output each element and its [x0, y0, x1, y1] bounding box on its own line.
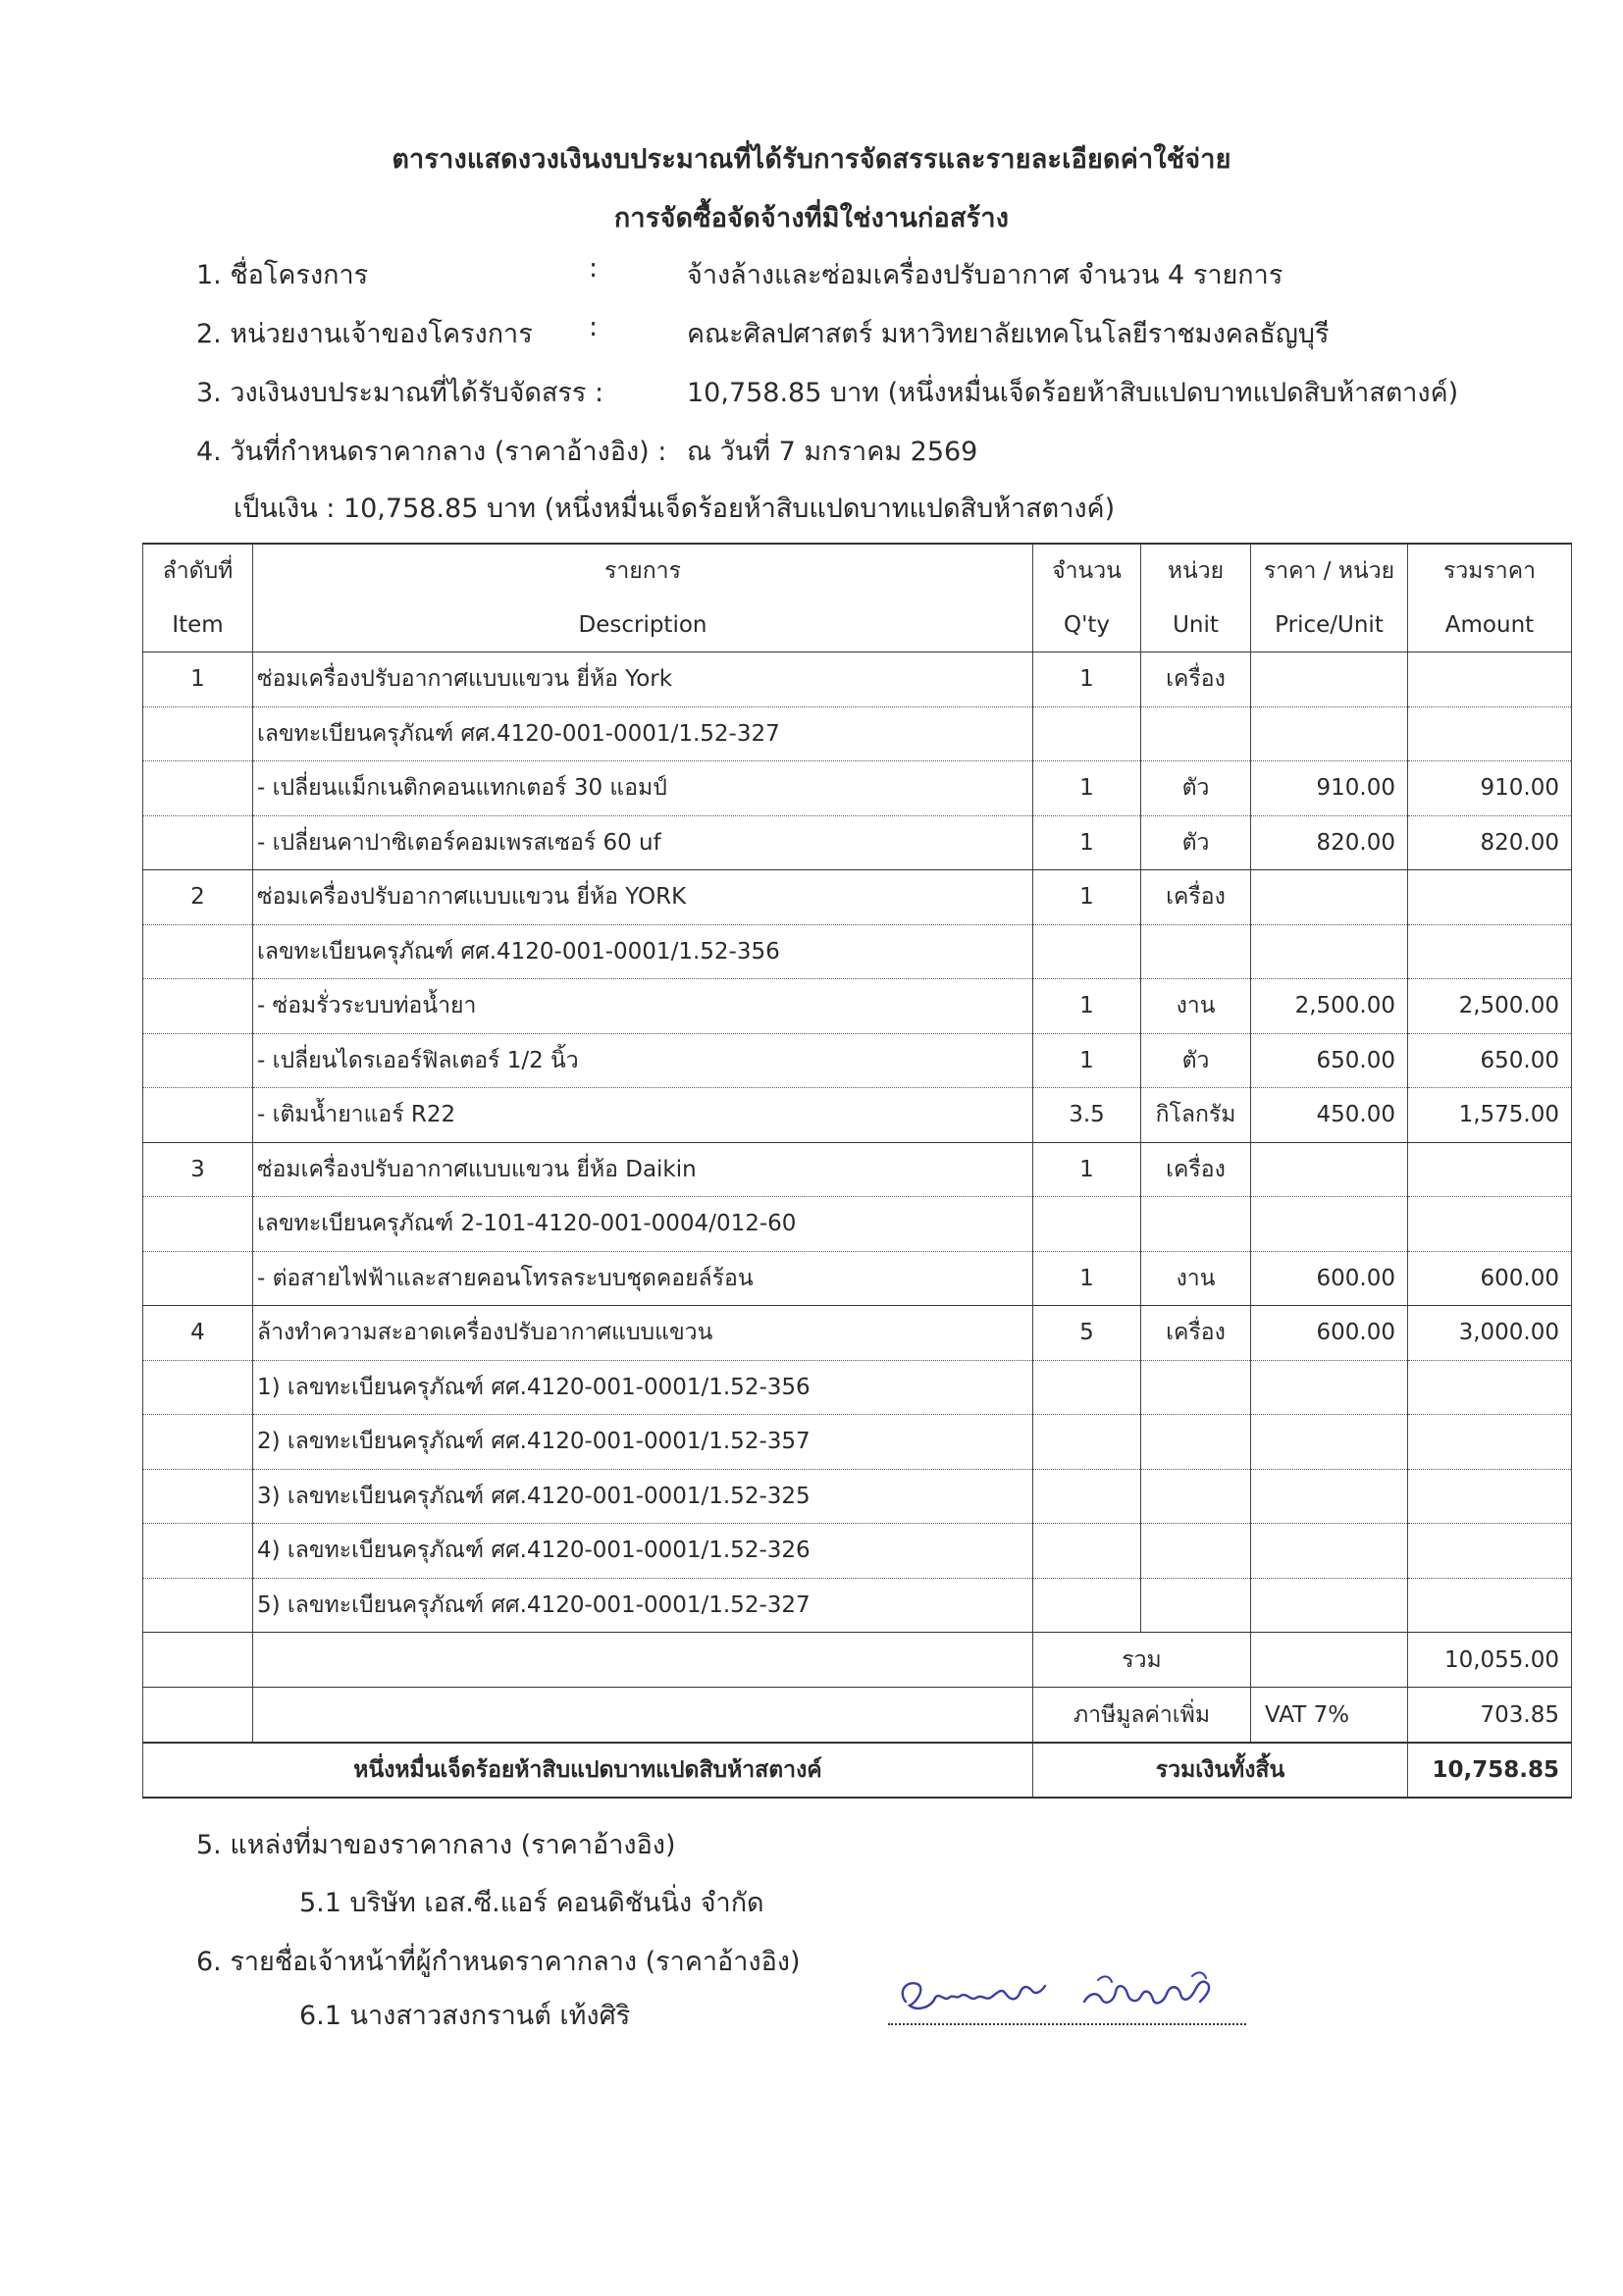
table-row	[143, 706, 1572, 761]
quantity-cell: 1	[1033, 652, 1141, 707]
quantity-cell	[1033, 706, 1141, 761]
item-no-cell	[143, 1524, 253, 1579]
section5-heading: 5. แหล่งที่มาของราคากลาง (ราคาอ้างอิง)	[196, 1830, 676, 1860]
description-cell: ซ่อมเครื่องปรับอากาศแบบแขวน ยี่ห้อ Daikin	[253, 1142, 1033, 1197]
unit-cell: เครื่อง	[1141, 870, 1251, 925]
description-cell: - ต่อสายไฟฟ้าและสายคอนโทรลระบบชุดคอยล์ร้อน	[253, 1251, 1033, 1306]
unit-cell	[1141, 1469, 1251, 1524]
vat-row	[143, 1688, 1572, 1744]
item-no-cell	[143, 1197, 253, 1252]
amount-cell	[1408, 1415, 1572, 1470]
unit-cell	[1141, 706, 1251, 761]
table-row	[143, 870, 1572, 925]
amount-cell	[1408, 706, 1572, 761]
item-no-cell: 4	[143, 1306, 253, 1361]
table-row	[143, 1197, 1572, 1252]
header-cell: ลำดับที่	[143, 544, 253, 599]
item-no-cell: 1	[143, 652, 253, 707]
unit-cell: เครื่อง	[1141, 1142, 1251, 1197]
handwritten-signature	[888, 1962, 1251, 2031]
description-cell: 3) เลขทะเบียนครุภัณฑ์ ศศ.4120-001-0001/1.52-325	[253, 1469, 1033, 1524]
table-row	[143, 1142, 1572, 1197]
unit-price-cell: 2,500.00	[1251, 979, 1408, 1034]
total-in-words: หนึ่งหมื่นเจ็ดร้อยห้าสิบแปดบาทแปดสิบห้าสตางค์	[143, 1743, 1033, 1798]
table-row	[143, 1578, 1572, 1633]
header-cell: Q'ty	[1033, 599, 1141, 652]
info-label: 3. วงเงินงบประมาณที่ได้รับจัดสรร :	[196, 378, 604, 408]
quantity-cell	[1033, 1524, 1141, 1579]
unit-cell: งาน	[1141, 979, 1251, 1034]
item-no-cell	[143, 1360, 253, 1415]
quantity-cell	[1033, 1197, 1141, 1252]
description-cell: 4) เลขทะเบียนครุภัณฑ์ ศศ.4120-001-0001/1.52-326	[253, 1524, 1033, 1579]
amount-cell: 2,500.00	[1408, 979, 1572, 1034]
total-label: รวมเงินทั้งสิ้น	[1033, 1743, 1408, 1798]
item-no-cell	[143, 1033, 253, 1088]
description-cell: ล้างทำความสะอาดเครื่องปรับอากาศแบบแขวน	[253, 1306, 1033, 1361]
quantity-cell: 1	[1033, 1251, 1141, 1306]
item-no-cell: 3	[143, 1142, 253, 1197]
unit-price-cell	[1251, 1469, 1408, 1524]
quantity-cell: 3.5	[1033, 1088, 1141, 1143]
table-row	[143, 1033, 1572, 1088]
amount-cell	[1408, 1142, 1572, 1197]
info-value: 10,758.85 บาท (หนึ่งหมื่นเจ็ดร้อยห้าสิบแปดบาทแปดสิบห้าสตางค์)	[687, 378, 1459, 408]
header-cell: ราคา / หน่วย	[1251, 544, 1408, 599]
unit-price-cell	[1251, 1197, 1408, 1252]
amount-cell	[1408, 1360, 1572, 1415]
unit-price-cell: 450.00	[1251, 1088, 1408, 1143]
unit-cell: ตัว	[1141, 1033, 1251, 1088]
subtotal-label: รวม	[1033, 1633, 1251, 1688]
description-cell: - เปลี่ยนแม็กเนติกคอนแทกเตอร์ 30 แอมป์	[253, 761, 1033, 816]
item-no-cell	[143, 1415, 253, 1470]
unit-price-cell: 820.00	[1251, 815, 1408, 870]
unit-cell	[1141, 1197, 1251, 1252]
description-cell: เลขทะเบียนครุภัณฑ์ 2-101-4120-001-0004/012-60	[253, 1197, 1033, 1252]
table-header-thai	[143, 544, 1572, 599]
unit-cell: เครื่อง	[1141, 1306, 1251, 1361]
items-table	[142, 543, 1572, 1799]
unit-cell: กิโลกรัม	[1141, 1088, 1251, 1143]
description-cell: 2) เลขทะเบียนครุภัณฑ์ ศศ.4120-001-0001/1.52-357	[253, 1415, 1033, 1470]
section6-heading: 6. รายชื่อเจ้าหน้าที่ผู้กำหนดราคากลาง (ราคาอ้างอิง)	[196, 1947, 801, 1977]
description-cell: ซ่อมเครื่องปรับอากาศแบบแขวน ยี่ห้อ York	[253, 652, 1033, 707]
item-no-cell	[143, 1469, 253, 1524]
document-title-line2: การจัดซื้อจัดจ้างที่มิใช่งานก่อสร้าง	[613, 203, 1010, 234]
header-cell: จำนวน	[1033, 544, 1141, 599]
amount-cell	[1408, 924, 1572, 979]
table-row	[143, 1415, 1572, 1470]
unit-price-cell: 600.00	[1251, 1251, 1408, 1306]
amount-cell	[1408, 1469, 1572, 1524]
amount-cell: 3,000.00	[1408, 1306, 1572, 1361]
table-row	[143, 1524, 1572, 1579]
unit-cell: เครื่อง	[1141, 652, 1251, 707]
unit-price-cell: 600.00	[1251, 1306, 1408, 1361]
description-cell: - เติมน้ำยาแอร์ R22	[253, 1088, 1033, 1143]
amount-cell	[1408, 1578, 1572, 1633]
vat-amount: 703.85	[1408, 1688, 1572, 1744]
table-row	[143, 1088, 1572, 1143]
unit-cell	[1141, 1524, 1251, 1579]
header-cell: หน่วย	[1141, 544, 1251, 599]
quantity-cell: 1	[1033, 870, 1141, 925]
table-header-english	[143, 599, 1572, 652]
quantity-cell	[1033, 1578, 1141, 1633]
header-cell: Amount	[1408, 599, 1572, 652]
quantity-cell: 1	[1033, 815, 1141, 870]
description-cell: เลขทะเบียนครุภัณฑ์ ศศ.4120-001-0001/1.52-327	[253, 706, 1033, 761]
unit-cell: ตัว	[1141, 761, 1251, 816]
description-cell: 5) เลขทะเบียนครุภัณฑ์ ศศ.4120-001-0001/1.52-327	[253, 1578, 1033, 1633]
description-cell: - เปลี่ยนคาปาซิเตอร์คอมเพรสเซอร์ 60 uf	[253, 815, 1033, 870]
item-no-cell	[143, 1088, 253, 1143]
amount-cell: 600.00	[1408, 1251, 1572, 1306]
description-cell: เลขทะเบียนครุภัณฑ์ ศศ.4120-001-0001/1.52-356	[253, 924, 1033, 979]
table-row	[143, 924, 1572, 979]
unit-cell	[1141, 924, 1251, 979]
unit-price-cell	[1251, 1360, 1408, 1415]
unit-cell	[1141, 1360, 1251, 1415]
amount-cell	[1408, 1197, 1572, 1252]
unit-price-cell: 910.00	[1251, 761, 1408, 816]
table-row	[143, 761, 1572, 816]
info-colon: :	[589, 312, 599, 342]
info-colon: :	[589, 253, 599, 284]
unit-price-cell	[1251, 652, 1408, 707]
amount-line: เป็นเงิน : 10,758.85 บาท (หนึ่งหมื่นเจ็ดร้อยห้าสิบแปดบาทแปดสิบห้าสตางค์)	[234, 494, 1116, 524]
item-no-cell	[143, 979, 253, 1034]
amount-cell: 910.00	[1408, 761, 1572, 816]
quantity-cell: 5	[1033, 1306, 1141, 1361]
item-no-cell	[143, 1251, 253, 1306]
description-cell: 1) เลขทะเบียนครุภัณฑ์ ศศ.4120-001-0001/1.52-356	[253, 1360, 1033, 1415]
quantity-cell: 1	[1033, 979, 1141, 1034]
unit-price-cell	[1251, 1415, 1408, 1470]
document-title-line1: ตารางแสดงวงเงินงบประมาณที่ได้รับการจัดสรรและรายละเอียดค่าใช้จ่าย	[392, 144, 1231, 175]
item-no-cell: 2	[143, 870, 253, 925]
signature-line	[888, 2023, 1246, 2025]
item-no-cell	[143, 1578, 253, 1633]
unit-cell: งาน	[1141, 1251, 1251, 1306]
unit-price-cell	[1251, 924, 1408, 979]
section5-item: 5.1 บริษัท เอส.ซี.แอร์ คอนดิชันนิ่ง จำกัด	[299, 1888, 764, 1918]
quantity-cell: 1	[1033, 1142, 1141, 1197]
vat-rate: VAT 7%	[1251, 1688, 1408, 1744]
info-label: 1. ชื่อโครงการ	[196, 260, 369, 290]
quantity-cell	[1033, 1415, 1141, 1470]
table-row	[143, 1251, 1572, 1306]
header-cell: รวมราคา	[1408, 544, 1572, 599]
item-no-cell	[143, 761, 253, 816]
subtotal-amount: 10,055.00	[1408, 1633, 1572, 1688]
table-row	[143, 1360, 1572, 1415]
subtotal-row	[143, 1633, 1572, 1688]
description-cell: - ซ่อมรั่วระบบท่อน้ำยา	[253, 979, 1033, 1034]
item-no-cell	[143, 706, 253, 761]
section6-item: 6.1 นางสาวสงกรานต์ เท้งศิริ	[299, 2001, 631, 2031]
header-cell: Price/Unit	[1251, 599, 1408, 652]
unit-price-cell	[1251, 870, 1408, 925]
item-no-cell	[143, 924, 253, 979]
vat-label: ภาษีมูลค่าเพิ่ม	[1033, 1688, 1251, 1744]
header-cell: รายการ	[253, 544, 1033, 599]
amount-cell: 650.00	[1408, 1033, 1572, 1088]
header-cell: Description	[253, 599, 1033, 652]
total-amount: 10,758.85	[1408, 1743, 1572, 1798]
header-cell: Item	[143, 599, 253, 652]
table-row	[143, 1306, 1572, 1361]
info-value: จ้างล้างและซ่อมเครื่องปรับอากาศ จำนวน 4 รายการ	[687, 260, 1283, 290]
unit-price-cell	[1251, 1524, 1408, 1579]
unit-price-cell	[1251, 706, 1408, 761]
unit-cell	[1141, 1415, 1251, 1470]
table-row	[143, 979, 1572, 1034]
table-row	[143, 652, 1572, 707]
table-row	[143, 1469, 1572, 1524]
info-label: 4. วันที่กำหนดราคากลาง (ราคาอ้างอิง) :	[196, 437, 667, 467]
amount-cell	[1408, 652, 1572, 707]
info-value: ณ วันที่ 7 มกราคม 2569	[687, 437, 978, 467]
unit-cell	[1141, 1578, 1251, 1633]
quantity-cell	[1033, 1360, 1141, 1415]
description-cell: - เปลี่ยนไดรเออร์ฟิลเตอร์ 1/2 นิ้ว	[253, 1033, 1033, 1088]
table-row	[143, 815, 1572, 870]
quantity-cell: 1	[1033, 1033, 1141, 1088]
info-label: 2. หน่วยงานเจ้าของโครงการ	[196, 319, 533, 349]
item-no-cell	[143, 815, 253, 870]
header-cell: Unit	[1141, 599, 1251, 652]
amount-cell	[1408, 870, 1572, 925]
grand-total-row	[143, 1743, 1572, 1798]
description-cell: ซ่อมเครื่องปรับอากาศแบบแขวน ยี่ห้อ YORK	[253, 870, 1033, 925]
amount-cell: 820.00	[1408, 815, 1572, 870]
quantity-cell	[1033, 924, 1141, 979]
amount-cell	[1408, 1524, 1572, 1579]
quantity-cell	[1033, 1469, 1141, 1524]
unit-price-cell	[1251, 1142, 1408, 1197]
amount-cell: 1,575.00	[1408, 1088, 1572, 1143]
unit-price-cell: 650.00	[1251, 1033, 1408, 1088]
info-value: คณะศิลปศาสตร์ มหาวิทยาลัยเทคโนโลยีราชมงคลธัญบุรี	[687, 319, 1330, 349]
unit-cell: ตัว	[1141, 815, 1251, 870]
unit-price-cell	[1251, 1578, 1408, 1633]
quantity-cell: 1	[1033, 761, 1141, 816]
